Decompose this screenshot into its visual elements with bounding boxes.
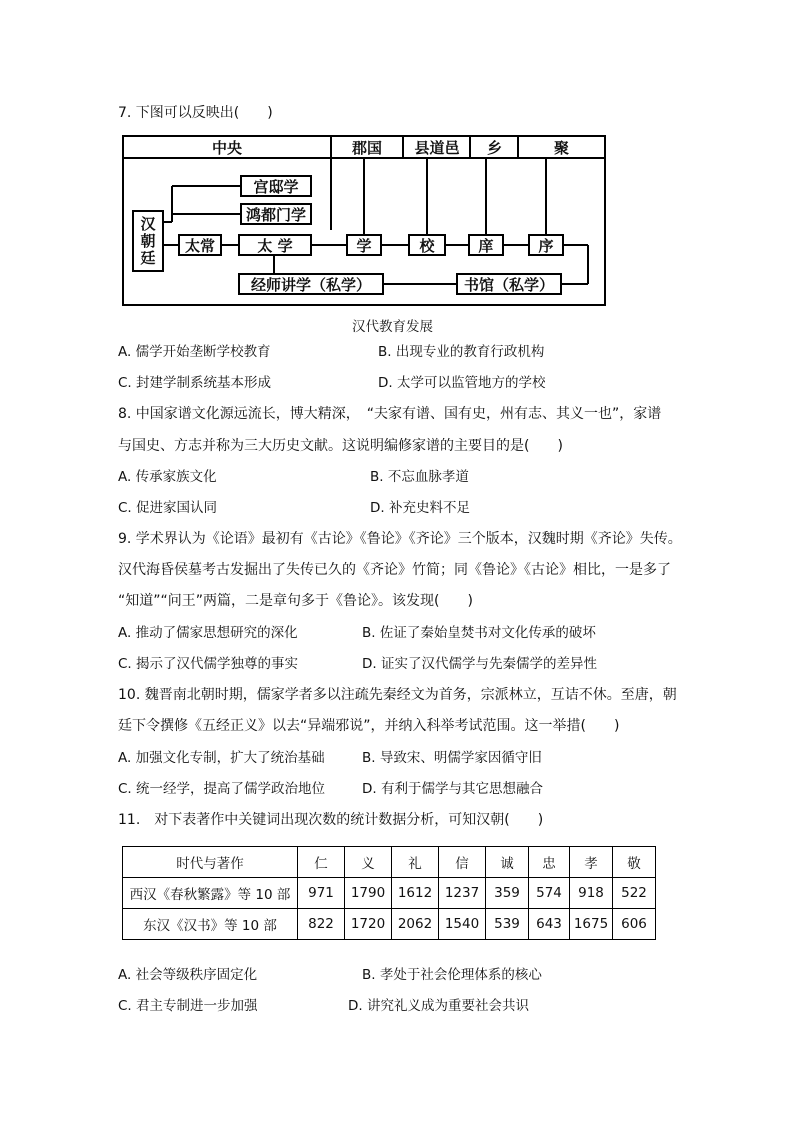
diagram-caption: 汉代教育发展: [352, 319, 433, 335]
table-header-cell: 孝: [570, 847, 613, 878]
table-cell: 359: [486, 878, 529, 909]
question-8-line-2: 与国史、方志并称为三大历史文献。这说明编修家谱的主要目的是( ): [118, 438, 563, 454]
header-xiang: 乡: [486, 138, 502, 157]
table-header-cell: 仁: [298, 847, 345, 878]
table-cell: 574: [529, 878, 570, 909]
header-central: 中央: [211, 138, 242, 157]
table-header-cell: 信: [439, 847, 486, 878]
q9-option-d: D. 证实了汉代儒学与先秦儒学的差异性: [362, 656, 597, 672]
question-10-line-2: 廷下令撰修《五经正义》以去“异端邪说”，并纳入科举考试范围。这一举措( ): [118, 718, 620, 734]
q10-option-c: C. 统一经学，提高了儒学政治地位: [118, 781, 326, 797]
table-header-cell: 诚: [486, 847, 529, 878]
table-row: [123, 909, 656, 940]
q7-option-a: A. 儒学开始垄断学校教育: [118, 344, 271, 360]
q11-option-d: D. 讲究礼义成为重要社会共识: [348, 998, 529, 1014]
q10-option-d: D. 有利于儒学与其它思想融合: [362, 781, 543, 797]
q11-option-a: A. 社会等级秩序固定化: [118, 967, 258, 983]
table-cell: 1720: [345, 909, 392, 940]
question-9-line-2: 汉代海昏侯墓考古发掘出了失传已久的《齐论》竹简；同《鲁论》《古论》相比，一是多了: [118, 562, 671, 578]
table-cell: 东汉《汉书》等 10 部: [123, 909, 298, 940]
xue-box: 学: [346, 234, 382, 256]
education-diagram: [122, 130, 606, 306]
xiang-school-box: 庠: [468, 234, 504, 256]
gongdixue-box: 宫邸学: [240, 175, 312, 197]
header-xiandaoyi: 县道邑: [414, 138, 460, 157]
table-cell: 西汉《春秋繁露》等 10 部: [123, 878, 298, 909]
table-header-row: [123, 847, 656, 878]
table-header-cell: 时代与著作: [123, 847, 298, 878]
q9-option-a: A. 推动了儒家思想研究的深化: [118, 625, 298, 641]
table-cell: 2062: [392, 909, 439, 940]
q8-option-d: D. 补充史料不足: [370, 500, 470, 516]
q8-option-a: A. 传承家族文化: [118, 469, 217, 485]
table-cell: 918: [570, 878, 613, 909]
shuguan-box: 书馆（私学）: [456, 273, 562, 295]
question-8-line-1: 8. 中国家谱文化源远流长，博大精深， “夫家有谱、国有史，州有志、其义一也”，家谱: [118, 406, 662, 422]
table-cell: 606: [613, 909, 656, 940]
q10-option-b: B. 导致宋、明儒学家因循守旧: [362, 750, 542, 766]
question-9-line-1: 9. 学术界认为《论语》最初有《古论》《鲁论》《齐论》三个版本，汉魏时期《齐论》失传。: [118, 531, 682, 547]
table-cell: 822: [298, 909, 345, 940]
q7-option-c: C. 封建学制系统基本形成: [118, 375, 272, 391]
table-row: [123, 878, 656, 909]
question-7-stem: 7. 下图可以反映出( ): [118, 105, 273, 121]
xiao-box: 校: [408, 234, 446, 256]
table-cell: 971: [298, 878, 345, 909]
jingshi-jiangxue-box: 经师讲学（私学）: [238, 273, 384, 295]
question-9-line-3: “知道”“问王”两篇，二是章句多于《鲁论》。该发现( ): [118, 593, 473, 609]
q10-option-a: A. 加强文化专制，扩大了统治基础: [118, 750, 325, 766]
question-10-line-1: 10. 魏晋南北朝时期，儒家学者多以注疏先秦经文为首务，宗派林立，互诘不休。至唐，朝: [118, 687, 677, 703]
q7-option-b: B. 出现专业的教育行政机构: [378, 344, 545, 360]
q9-option-b: B. 佐证了秦始皇焚书对文化传承的破坏: [362, 625, 596, 641]
q8-option-c: C. 促进家国认同: [118, 500, 218, 516]
header-junguo: 郡国: [351, 138, 382, 157]
q8-option-b: B. 不忘血脉孝道: [370, 469, 469, 485]
table-cell: 1540: [439, 909, 486, 940]
taixue-box: 太 学: [238, 234, 312, 256]
table-header-cell: 敬: [613, 847, 656, 878]
question-11-stem: 11. 对下表著作中关键词出现次数的统计数据分析，可知汉朝( ): [118, 812, 544, 828]
q7-option-d: D. 太学可以监管地方的学校: [378, 375, 546, 391]
keyword-count-table: [122, 846, 656, 940]
table-cell: 1612: [392, 878, 439, 909]
table-cell: 1237: [439, 878, 486, 909]
hongdumenxue-box: 鸿都门学: [240, 203, 312, 225]
table-header-cell: 忠: [529, 847, 570, 878]
xu-box: 序: [528, 234, 564, 256]
han-court-box: 汉朝廷: [132, 210, 164, 272]
q11-option-c: C. 君主专制进一步加强: [118, 998, 258, 1014]
table-cell: 1790: [345, 878, 392, 909]
table-header-cell: 礼: [392, 847, 439, 878]
table-cell: 643: [529, 909, 570, 940]
table-header-cell: 义: [345, 847, 392, 878]
q9-option-c: C. 揭示了汉代儒学独尊的事实: [118, 656, 299, 672]
q11-option-b: B. 孝处于社会伦理体系的核心: [362, 967, 542, 983]
header-ju: 聚: [553, 138, 569, 157]
table-cell: 522: [613, 878, 656, 909]
table-cell: 1675: [570, 909, 613, 940]
table-cell: 539: [486, 909, 529, 940]
taichang-box: 太常: [178, 234, 222, 256]
